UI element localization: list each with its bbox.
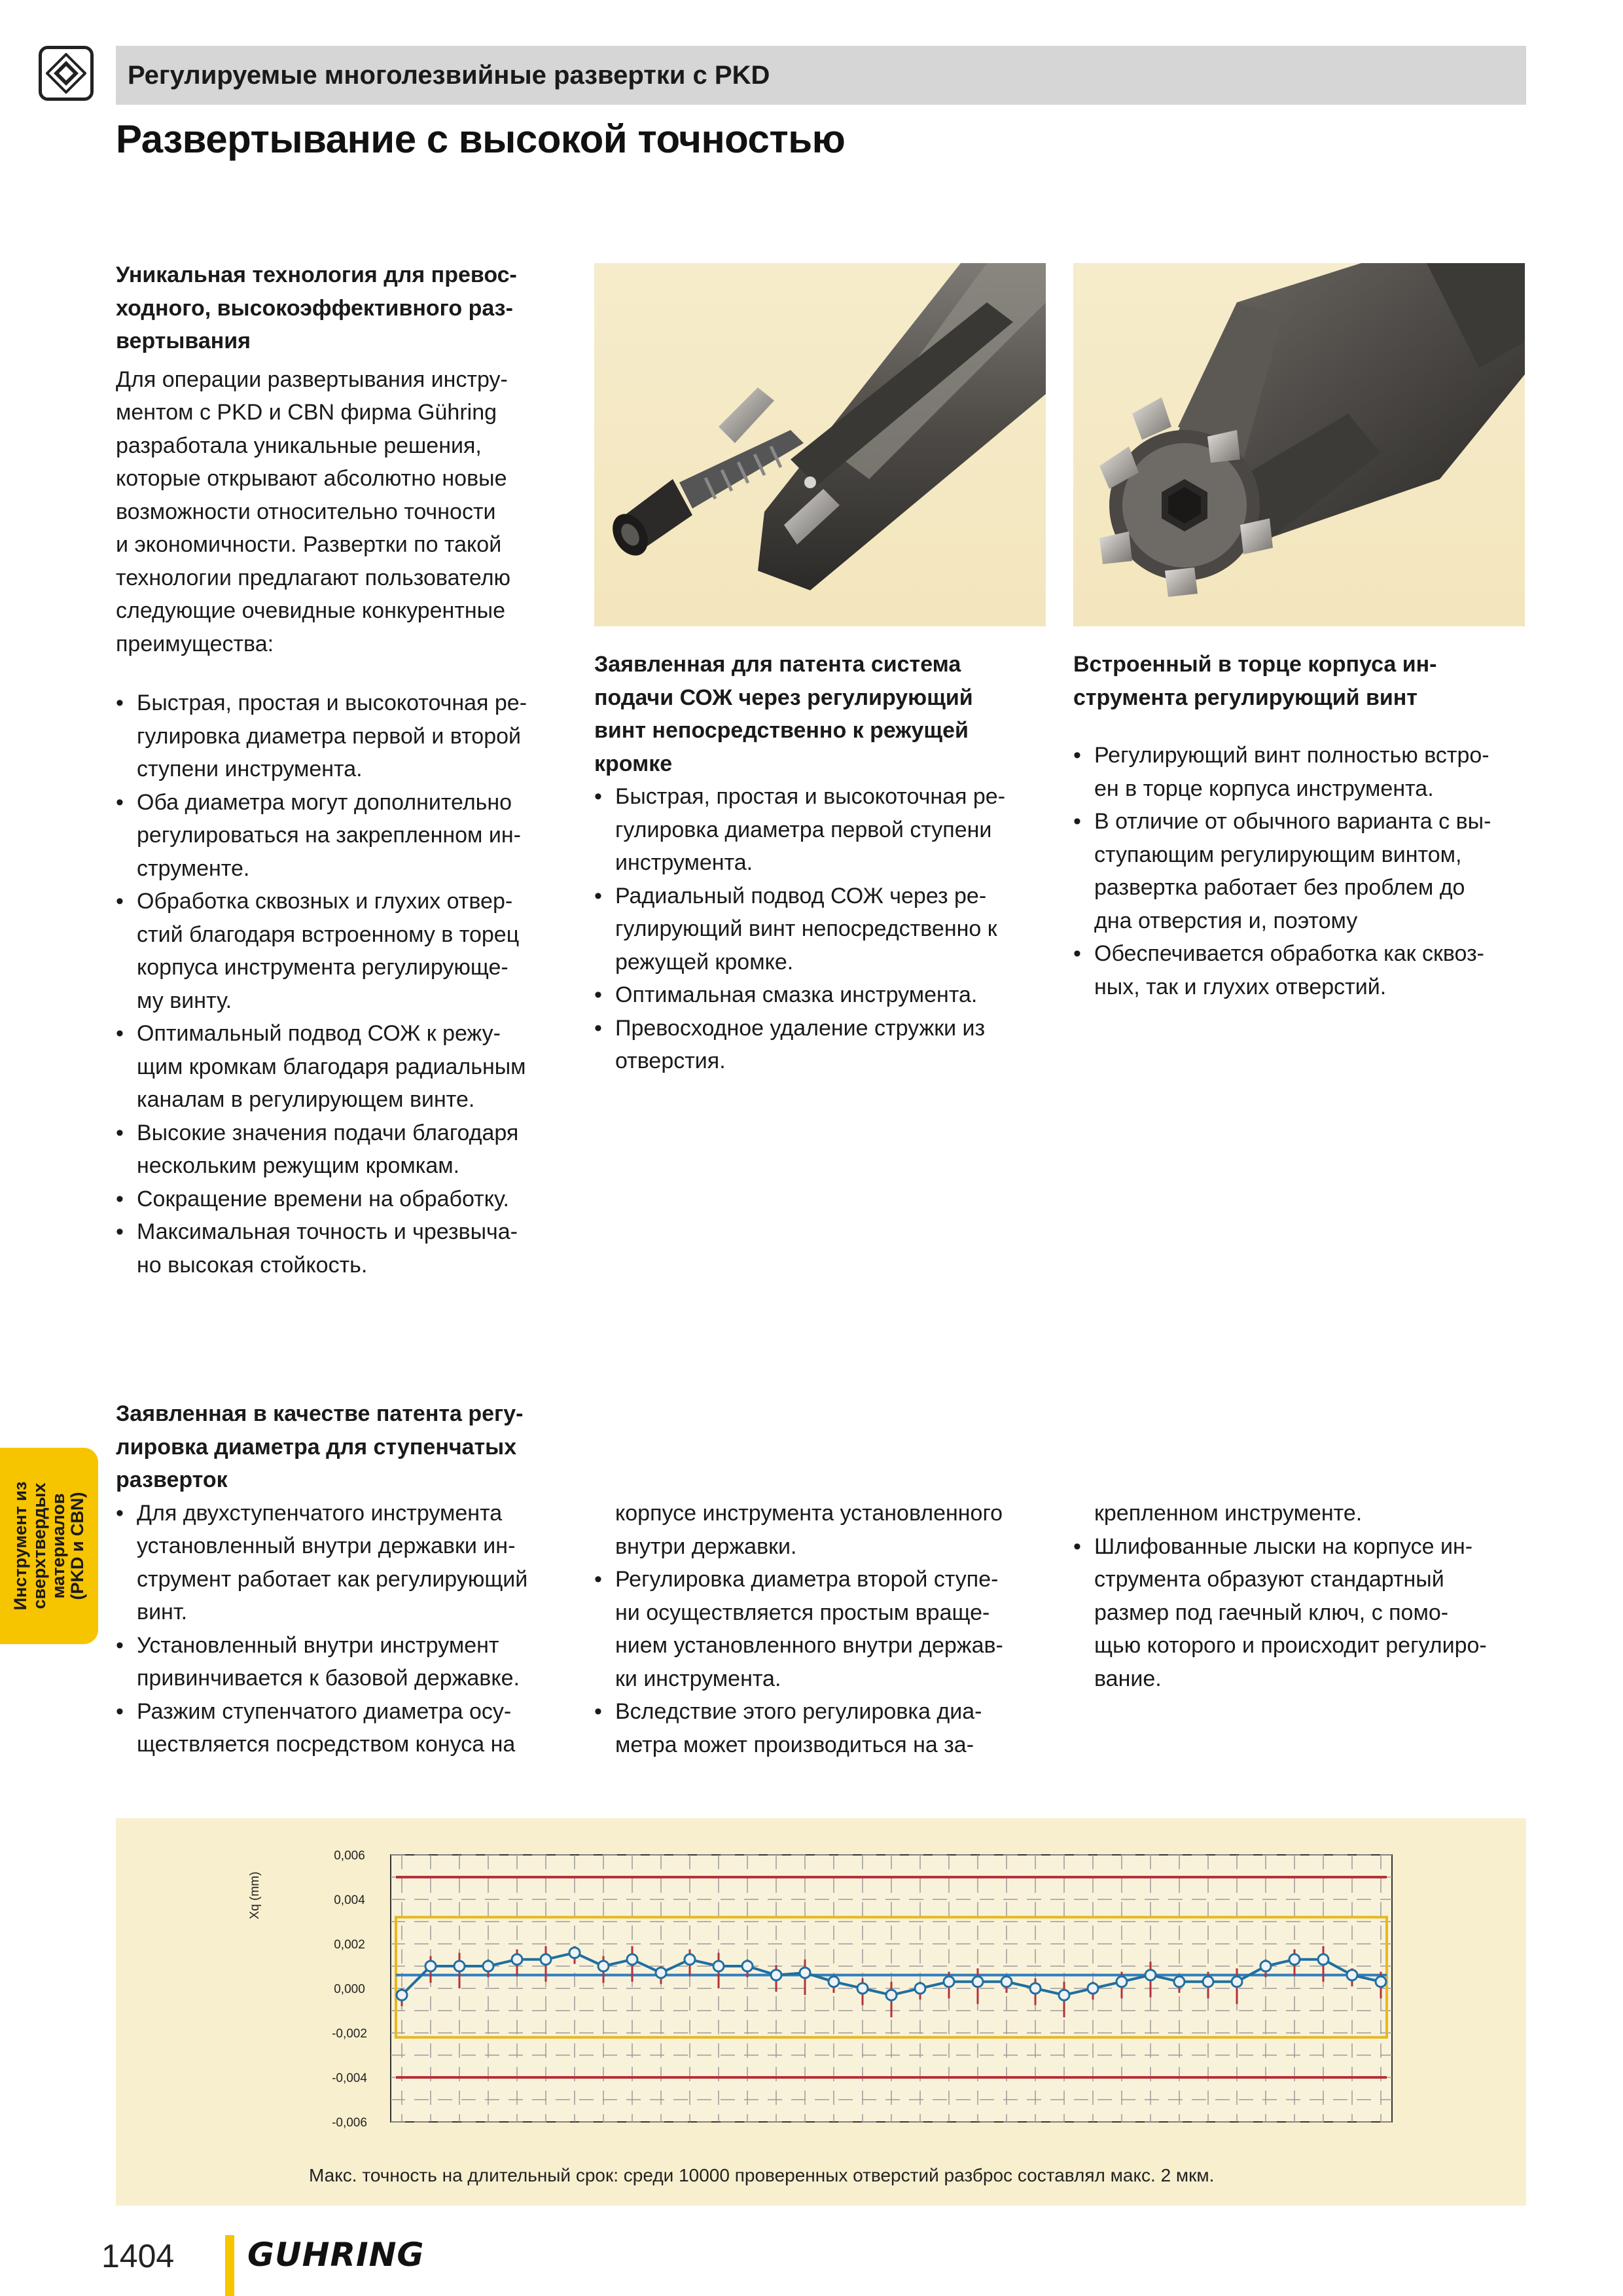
list-item: • Оба диаметра могут дополнительно регулироваться на закрепленном ин- струменте. (116, 786, 564, 886)
chart-y-axis-label: Xq (mm) (248, 1871, 262, 1920)
chart-data-point (1030, 1983, 1041, 1994)
chart-data-point (598, 1961, 609, 1971)
column-1 (116, 259, 564, 1282)
col1-bullet-list (116, 687, 564, 1282)
chart-data-point (944, 1977, 954, 1987)
chart-data-point (1174, 1977, 1185, 1987)
col3-bullet-list (1073, 739, 1525, 1003)
list-item-continued: корпусе инструмента установленного внутри державки. (615, 1501, 1003, 1559)
column-3 (1073, 648, 1525, 1003)
lower-column-1 (116, 1397, 564, 1761)
chart-data-point (1088, 1983, 1098, 1994)
chart-y-tick-label: 0,002 (334, 1938, 365, 1952)
page-number: 1404 (101, 2238, 175, 2274)
chart-data-point (800, 1967, 810, 1978)
col3-heading: Встроенный в торце корпуса ин- струмента регулирующий винт (1073, 652, 1437, 710)
col1-intro: Для операции развертывания инстру- ментом с PKD и CBN фирма Gühring разработала уникальные решения, которые открывают абсолютно новые возможности относительно точности и экономичности. Развертки по такой технологии предлагают пользователю следующие очевидные конкурентные преимущества: (116, 367, 511, 656)
brand-diamond-icon (39, 46, 94, 101)
chart-data-point (1145, 1970, 1156, 1981)
chart-y-tick-label: -0,004 (332, 2072, 367, 2085)
lower-col2-bullet-list (594, 1497, 1046, 1761)
list-item: • Оптимальный подвод СОЖ к режу- щим кромкам благодаря радиальным каналам в регулирующем винте. (116, 1017, 564, 1117)
list-item: • Регулирующий винт полностью встро- ен в торце корпуса инструмента. (1073, 739, 1525, 805)
reamer-end-photo (1073, 263, 1525, 626)
chart-data-point (541, 1954, 551, 1965)
list-item: • Вследствие этого регулировка диа- метра может производиться на за- (594, 1695, 1046, 1761)
chart-caption: Макс. точность на длительный срок: среди 10000 проверенных отверстий разброс составлял макс. 2 мкм. (309, 2165, 1215, 2185)
list-item: • Для двухступенчатого инструмента установленный внутри державки ин- струмент работает как регулирующий винт. (116, 1497, 564, 1629)
list-item: • Обеспечивается обработка как сквоз- ных, так и глухих отверстий. (1073, 937, 1525, 1003)
accuracy-chart-svg (116, 1818, 1526, 2206)
col1-heading: Уникальная технология для превос- ходного, высокоэффективного раз- вертывания (116, 262, 517, 353)
chart-data-point (915, 1983, 925, 1994)
chart-data-point (771, 1970, 781, 1981)
chart-data-point (1376, 1977, 1386, 1987)
lower-col1-bullet-list (116, 1497, 564, 1761)
col2-heading: Заявленная для патента система подачи СОЖ через регулирующий винт непосредственно к режущей кромке (594, 652, 973, 776)
list-item: • В отличие от обычного варианта с вы- ступающим регулирующим винтом, развертка работает без проблем до дна отверстия и, поэтому (1073, 805, 1525, 937)
chart-data-point (1001, 1977, 1012, 1987)
list-item: • Шлифованные лыски на корпусе ин- струмента образуют стандартный размер под гаечный ключ, с помо- щью которого и происходит регулиро- вание. (1073, 1530, 1525, 1696)
brand-logo: GUHRING (247, 2236, 425, 2274)
chart-y-tick-label: 0,006 (334, 1849, 365, 1863)
category-side-tab-label: Инструмент из сверхтвердых материалов (PKD и CBN) (10, 1481, 87, 1611)
lower-heading: Заявленная в качестве патента регу- лировка диаметра для ступенчатых разверток (116, 1401, 524, 1492)
list-item: • Высокие значения подачи благодаря нескольким режущим кромкам. (116, 1117, 564, 1183)
chart-y-tick-label: 0,000 (334, 1982, 365, 1996)
chart-data-point (1116, 1977, 1127, 1987)
chart-data-point (425, 1961, 436, 1971)
chart-data-point (454, 1961, 465, 1971)
lower-column-2 (594, 1497, 1046, 1761)
chart-data-point (685, 1954, 695, 1965)
chart-data-point (656, 1967, 666, 1978)
lower-col3-bullet-list (1073, 1497, 1525, 1695)
category-side-tab[interactable] (0, 1448, 98, 1644)
list-item: • Обработка сквозных и глухих отвер- стий благодаря встроенному в торец корпуса инструмента регулирующе- му винту. (116, 885, 564, 1017)
list-item: • Максимальная точность и чрезвыча- но высокая стойкость. (116, 1215, 564, 1282)
chart-data-point (483, 1961, 493, 1971)
chart-data-point (512, 1954, 522, 1965)
chart-y-tick-label: -0,002 (332, 2027, 367, 2041)
column-2 (594, 648, 1046, 1078)
chart-data-point (1318, 1954, 1329, 1965)
chart-y-tick-label: 0,004 (334, 1893, 365, 1907)
chart-data-point (1203, 1977, 1213, 1987)
list-item: • Оптимальная смазка инструмента. (594, 978, 1046, 1012)
chart-data-point (1059, 1990, 1069, 2000)
chart-data-point (857, 1983, 868, 1994)
accuracy-chart (116, 1818, 1526, 2206)
list-item: • Разжим ступенчатого диаметра осу- ществляется посредством конуса на (116, 1695, 564, 1761)
chart-data-point (397, 1990, 407, 2000)
lower-column-3 (1073, 1497, 1525, 1695)
col2-bullet-list (594, 780, 1046, 1078)
chart-data-point (886, 1990, 897, 2000)
section-header-text: Регулируемые многолезвийные развертки с PKD (128, 60, 770, 90)
section-header (116, 46, 1526, 105)
chart-data-point (1347, 1970, 1357, 1981)
list-item-continued: крепленном инструменте. (1094, 1501, 1363, 1526)
list-item: • Регулировка диаметра второй ступе- ни осуществляется простым враще- нием установленного внутри держав- ки инструмента. (594, 1563, 1046, 1695)
chart-data-point (627, 1954, 637, 1965)
list-item: • Радиальный подвод СОЖ через ре- гулирующий винт непосредственно к режущей кромке. (594, 880, 1046, 979)
chart-data-point (713, 1961, 724, 1971)
chart-data-point (1289, 1954, 1300, 1965)
list-item: • Превосходное удаление стружки из отверстия. (594, 1012, 1046, 1078)
chart-data-point (569, 1948, 580, 1958)
reamer-screw-photo (594, 263, 1046, 626)
list-item: • Быстрая, простая и высокоточная ре- гулировка диаметра первой ступени инструмента. (594, 780, 1046, 880)
chart-data-point (742, 1961, 753, 1971)
page-title: Развертывание с высокой точностью (116, 117, 846, 161)
chart-data-point (972, 1977, 983, 1987)
chart-y-tick-label: -0,006 (332, 2116, 367, 2130)
list-item: • Быстрая, простая и высокоточная ре- гулировка диаметра первой и второй ступени инструмента. (116, 687, 564, 786)
chart-data-point (1260, 1961, 1271, 1971)
list-item: • Установленный внутри инструмент привинчивается к базовой державке. (116, 1629, 564, 1695)
chart-data-point (829, 1977, 839, 1987)
chart-data-point (1232, 1977, 1242, 1987)
footer-divider (225, 2235, 234, 2296)
list-item: • Сокращение времени на обработку. (116, 1183, 564, 1216)
